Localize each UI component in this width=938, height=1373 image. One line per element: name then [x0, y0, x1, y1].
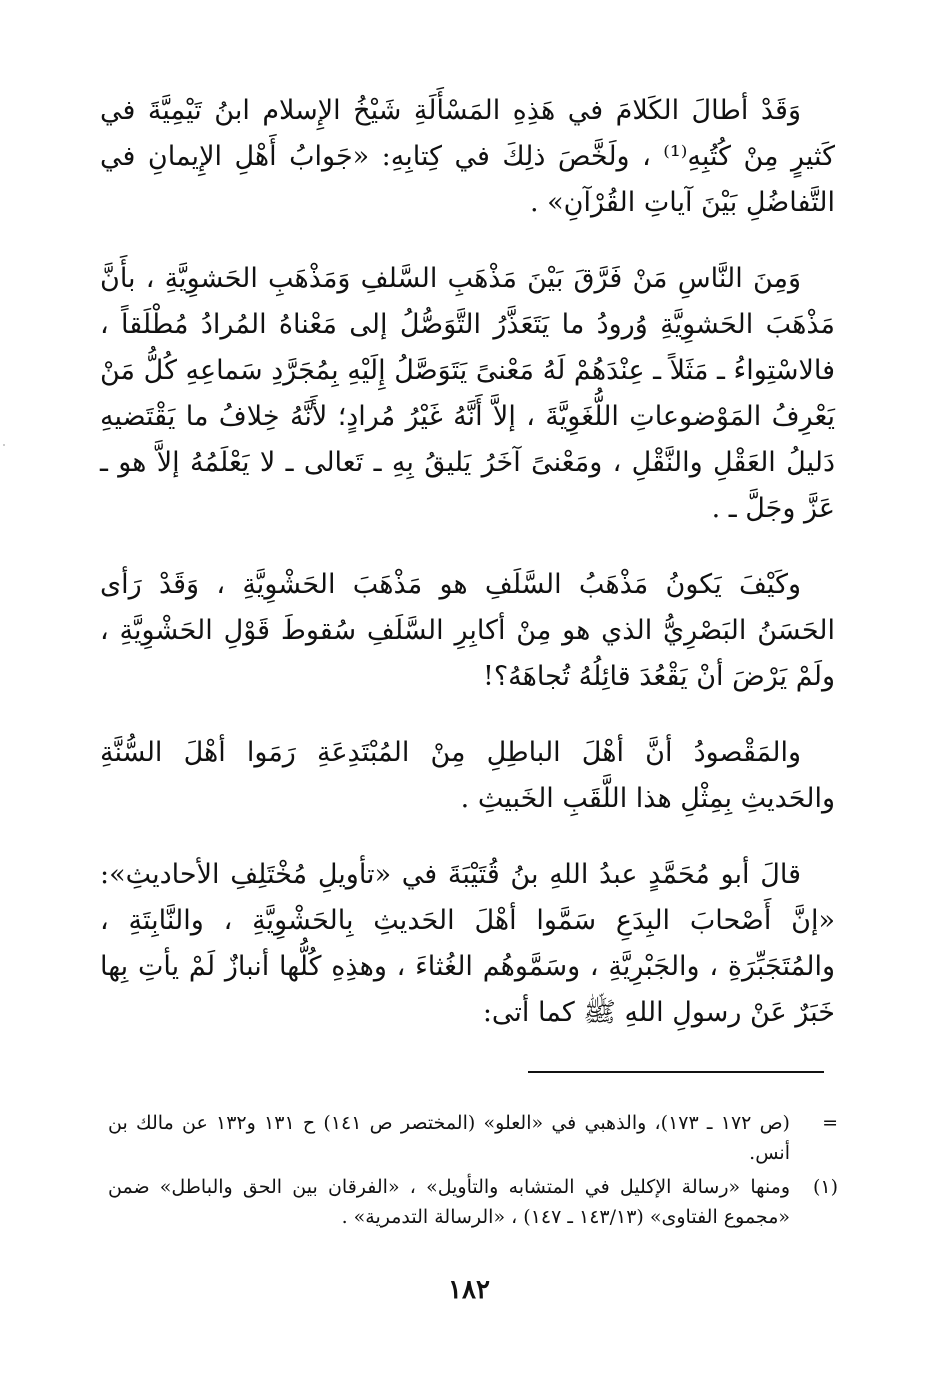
page-number: ١٨٢	[448, 1275, 490, 1305]
main-text	[100, 88, 835, 1066]
paragraph-3: وكَيْفَ يَكونُ مَذْهَبُ السَّلَفِ هو مَذْهَبَ الحَشْوِيَّةِ ، وَقَدْ رَأى الحَسَنُ البَصْرِيُّ الذي هو مِنْ أكابِرِ السَّلَفِ سُقوطَ قَوْلِ الحَشْوِيَّةِ ، ولَمْ يَرْضَ أنْ يَقْعُدَ قائِلُهُ تُجاهَهُ؟!	[100, 569, 835, 692]
footnote-continuation	[108, 1108, 838, 1168]
footnote-text: ومنها «رسالة الإكليل في المتشابه والتأويل» ، «الفرقان بين الحق والباطل» ضمن «مجموع الفتاوى» (١٤٣/١٣ ـ ١٤٧) ، «الرسالة التدمرية» .	[108, 1176, 790, 1228]
footnote-text: (ص ١٧٢ ـ ١٧٣)، والذهبي في «العلو» (المختصر ص ١٤١) ح ١٣١ و١٣٢ عن مالك بن أنس.	[108, 1112, 790, 1164]
footnote-1	[108, 1172, 838, 1232]
footnote-mark: =	[822, 1112, 838, 1134]
footnotes	[108, 1108, 838, 1236]
paragraph-1: وَقَدْ أطالَ الكَلامَ في هَذِهِ المَسْأَلَةِ شَيْخُ الإِسلام ابنُ تَيْمِيَّةَ في كَثيرٍ مِنْ كُتُبِهِ⁽¹⁾ ، ولَخَّصَ ذلِكَ في كِتابِهِ: «جَوابُ أَهْلِ الإِيمانِ في التَّفاضُلِ بَيْنَ آياتِ القُرْآنِ» .	[100, 95, 835, 218]
footnote-mark: (١)	[812, 1176, 838, 1198]
paragraph-2: وَمِنَ النَّاسِ مَنْ فَرَّقَ بَيْنَ مَذْهَبِ السَّلفِ وَمَذْهَبِ الحَشوِيَّةِ ، بأَنَّ مَذْهَبَ الحَشوِيَّةِ وُرودُ ما يَتَعَذَّرُ التَّوَصُّلُ إلى مَعْناهُ المُرادُ مُطْلَقاً ، فالاسْتِواءُ ـ مَثَلاً ـ عِنْدَهُمْ لَهُ مَعْنىً يَتَوَصَّلُ إِلَيْهِ بِمُجَرَّدِ سَماعِهِ كُلُّ مَنْ يَعْرِفُ المَوْضوعاتِ اللُّغَوِيَّةَ ، إلاَّ أَنَّهُ غَيْرُ مُرادٍ؛ لأَنَّهُ خِلافُ ما يَقْتَضيهِ دَليلُ العَقْلِ والنَّقْلِ ، ومَعْنىً آخَرُ يَليقُ بِهِ ـ تَعالى ـ لا يَعْلَمُهُ إلاَّ هو ـ عَزَّ وجَلَّ ـ .	[100, 263, 835, 524]
paragraph-4: والمَقْصودُ أنَّ أهْلَ الباطِلِ مِنْ المُبْتَدِعَةِ رَمَوا أهْلَ السُّنَّةِ والحَديثِ بِمِثْلِ هذا اللَّقَبِ الخَبيثِ .	[100, 737, 835, 814]
paragraph-5: قالَ أبو مُحَمَّدٍ عبدُ اللهِ بنُ قُتَيْبَةَ في «تأويلِ مُخْتَلِفِ الأحاديثِ»: «إنَّ أَصْحابَ البِدَعِ سَمَّوا أهْلَ الحَديثِ بِالحَشْوِيَّةِ ، والنَّابِتَةِ ، والمُتَجَبِّرَةِ ، والجَبْرِيَّةِ ، وسَمَّوهُم الغُثاءَ ، وهذِهِ كُلُّها أنبازٌ لَمْ يأتِ بِها خَبَرٌ عَنْ رسولِ اللهِ ﷺ كما أتى:	[100, 859, 835, 1028]
footnote-separator	[528, 1071, 824, 1073]
scan-speck	[3, 444, 5, 446]
